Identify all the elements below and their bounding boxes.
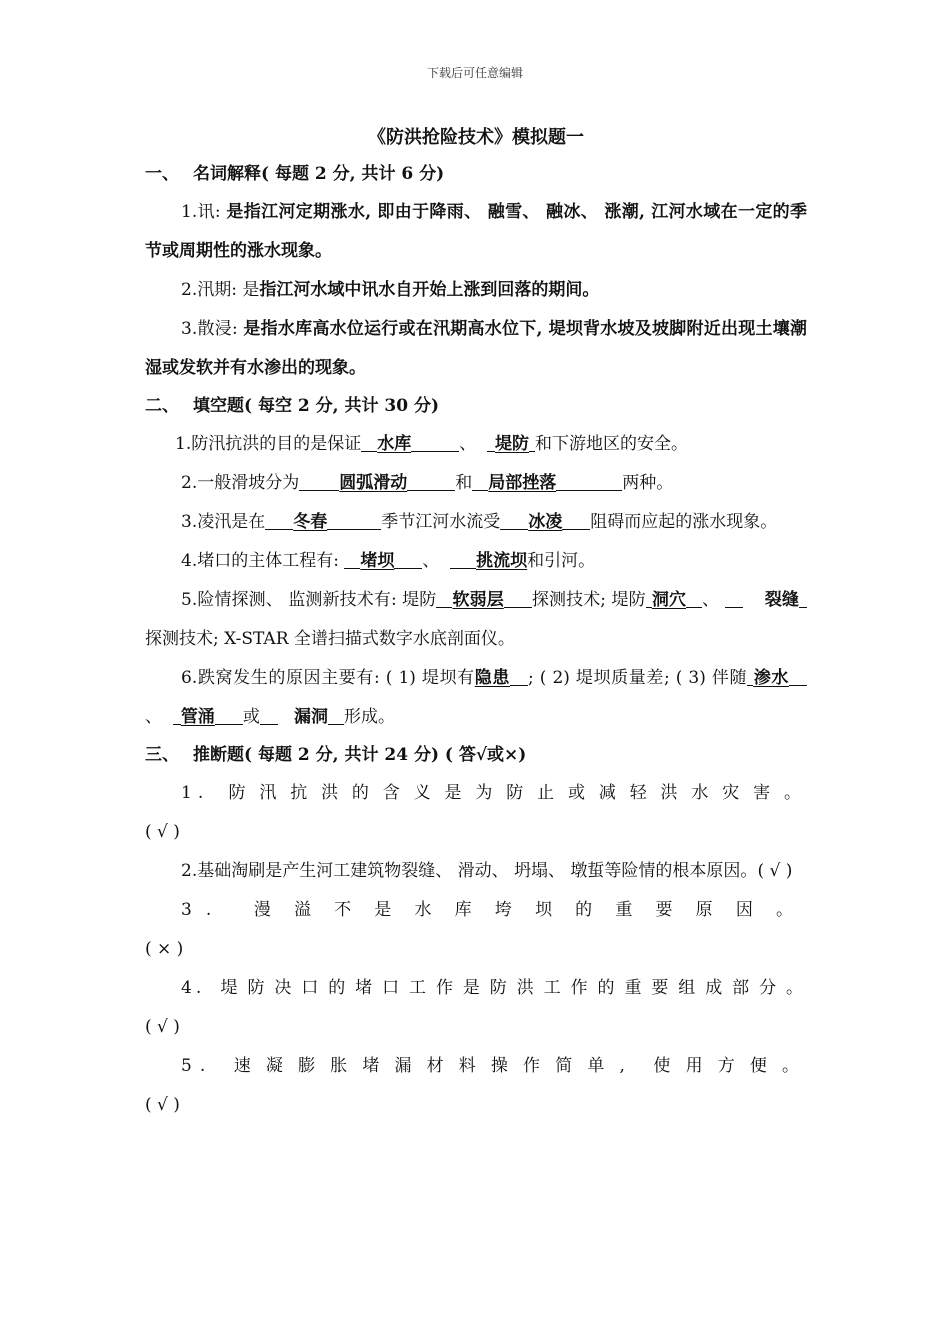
fill-3-text-b: 季节江河水流受 xyxy=(381,512,501,532)
header-note: 下载后可任意编辑 xyxy=(426,66,523,80)
term-3-label: 3.散浸: xyxy=(181,319,238,339)
fill-6-text-e: 形成。 xyxy=(344,707,396,727)
fill-6-text-a: 6.跌窝发生的原因主要有: ( 1) 堤坝有 xyxy=(181,668,475,688)
judge-question-5: 5. 速凝膨胀堵漏材料操作简单, 使用方便。 xyxy=(181,1056,807,1076)
section-3-number: 三、 xyxy=(145,745,179,765)
fill-question-5 xyxy=(145,581,807,659)
fill-6-answer-1: 隐患 xyxy=(474,668,511,688)
fill-1-answer-1: 水库 xyxy=(377,434,412,454)
fill-3-text-a: 3.凌汛是在 xyxy=(181,512,266,532)
fill-1-text-b: 、 xyxy=(459,434,477,454)
fill-6-answer-4: 漏洞 xyxy=(294,707,329,727)
judge-answer-1: ( √ ) xyxy=(145,822,180,842)
fill-2-text-a: 2.一般滑坡分为 xyxy=(181,473,300,493)
fill-5-answer-2: 洞穴 xyxy=(651,590,687,610)
section-1-number: 一、 xyxy=(145,164,179,184)
fill-5-answer-1: 软弱层 xyxy=(452,590,504,610)
fill-question-3 xyxy=(145,503,807,542)
fill-2-text-b: 和 xyxy=(455,473,473,493)
judge-answer-2: ( √ ) xyxy=(757,861,793,881)
judge-question-2 xyxy=(145,852,807,891)
term-3-definition: 是指水库高水位运行或在汛期高水位下, 堤坝背水坡及坡脚附近出现土壤潮湿或发软并有水渗出的现象。 xyxy=(145,319,807,378)
fill-question-6 xyxy=(145,659,807,737)
fill-4-text-a: 4.堵口的主体工程有: xyxy=(181,551,339,571)
section-2-heading xyxy=(145,388,807,425)
fill-3-text-c: 阻碍而应起的涨水现象。 xyxy=(590,512,778,532)
fill-question-2 xyxy=(145,464,807,503)
page-title: 《防洪抢险技术》模拟题一 xyxy=(368,127,584,148)
fill-5-answer-3: 裂缝 xyxy=(764,590,800,610)
judge-answer-4: ( √ ) xyxy=(145,1017,180,1037)
fill-6-answer-3: 管涌 xyxy=(180,707,215,727)
fill-3-answer-1: 冬春 xyxy=(293,512,328,532)
fill-1-text-c: 和下游地区的安全。 xyxy=(535,434,689,454)
fill-2-answer-1: 圆弧滑动 xyxy=(339,473,408,493)
term-1 xyxy=(145,193,807,271)
section-3-heading xyxy=(145,737,807,774)
term-1-label: 1.讯: xyxy=(181,202,221,222)
fill-5-text-c: 、 xyxy=(702,590,720,610)
fill-6-answer-2: 渗水 xyxy=(753,668,790,688)
fill-4-answer-1: 堵坝 xyxy=(360,551,395,571)
term-2-label: 2.汛期: xyxy=(181,280,237,300)
fill-2-answer-2: 局部挫落 xyxy=(488,473,557,493)
fill-2-text-c: 两种。 xyxy=(622,473,674,493)
section-2-number: 二、 xyxy=(145,396,179,416)
judge-answer-5: ( √ ) xyxy=(145,1095,180,1115)
section-2-title: 填空题( 每空 2 分, 共计 30 分) xyxy=(193,396,440,416)
fill-1-text-a: 1.防汛抗洪的目的是保证 xyxy=(175,434,362,454)
document-body xyxy=(145,120,807,1125)
term-2 xyxy=(145,271,807,310)
section-1-title: 名词解释( 每题 2 分, 共计 6 分) xyxy=(193,164,445,184)
judge-question-1: 1. 防汛抗洪的含义是为防止或减轻洪水灾害。 xyxy=(181,783,807,803)
judge-question-4: 4. 堤防决口的堵口工作是防洪工作的重要组成部分。 xyxy=(181,978,807,998)
fill-question-1 xyxy=(145,425,807,464)
fill-5-text-a: 5.险情探测、 监测新技术有: 堤防 xyxy=(181,590,437,610)
fill-5-text-d: 探测技术; X-STAR 全谱扫描式数字水底剖面仪。 xyxy=(145,629,515,649)
term-1-definition: 是指江河定期涨水, 即由于降雨、 融雪、 融冰、 涨潮, 江河水域在一定的季节或周期性的涨水现象。 xyxy=(145,202,808,261)
judge-question-3: 3. 漫溢不是水库垮坝的重要原因。 xyxy=(181,900,807,920)
judge-answer-3: ( × ) xyxy=(145,939,184,959)
term-3 xyxy=(145,310,807,388)
fill-4-text-b: 、 xyxy=(422,551,440,571)
section-1-heading xyxy=(145,156,807,193)
term-2-definition-lead: 是 xyxy=(242,280,260,300)
term-2-definition: 指江河水域中讯水自开始上涨到回落的期间。 xyxy=(259,280,600,300)
fill-4-text-c: 和引河。 xyxy=(527,551,596,571)
fill-3-answer-2: 冰凌 xyxy=(528,512,563,532)
fill-6-text-c: 、 xyxy=(145,707,162,727)
fill-5-text-b: 探测技术; 堤防 xyxy=(531,590,646,610)
judge-question-2-text: 2.基础淘刷是产生河工建筑物裂缝、 滑动、 坍塌、 墩蜇等险情的根本原因。 xyxy=(181,861,758,881)
fill-4-answer-2: 挑流坝 xyxy=(476,551,528,571)
fill-6-text-d: 或 xyxy=(242,707,260,727)
fill-question-4 xyxy=(145,542,807,581)
fill-6-text-b: ; ( 2) 堤坝质量差; ( 3) 伴随 xyxy=(528,668,748,688)
section-3-title: 推断题( 每题 2 分, 共计 24 分) ( 答√或×) xyxy=(193,745,527,765)
fill-1-answer-2: 堤防 xyxy=(495,434,530,454)
